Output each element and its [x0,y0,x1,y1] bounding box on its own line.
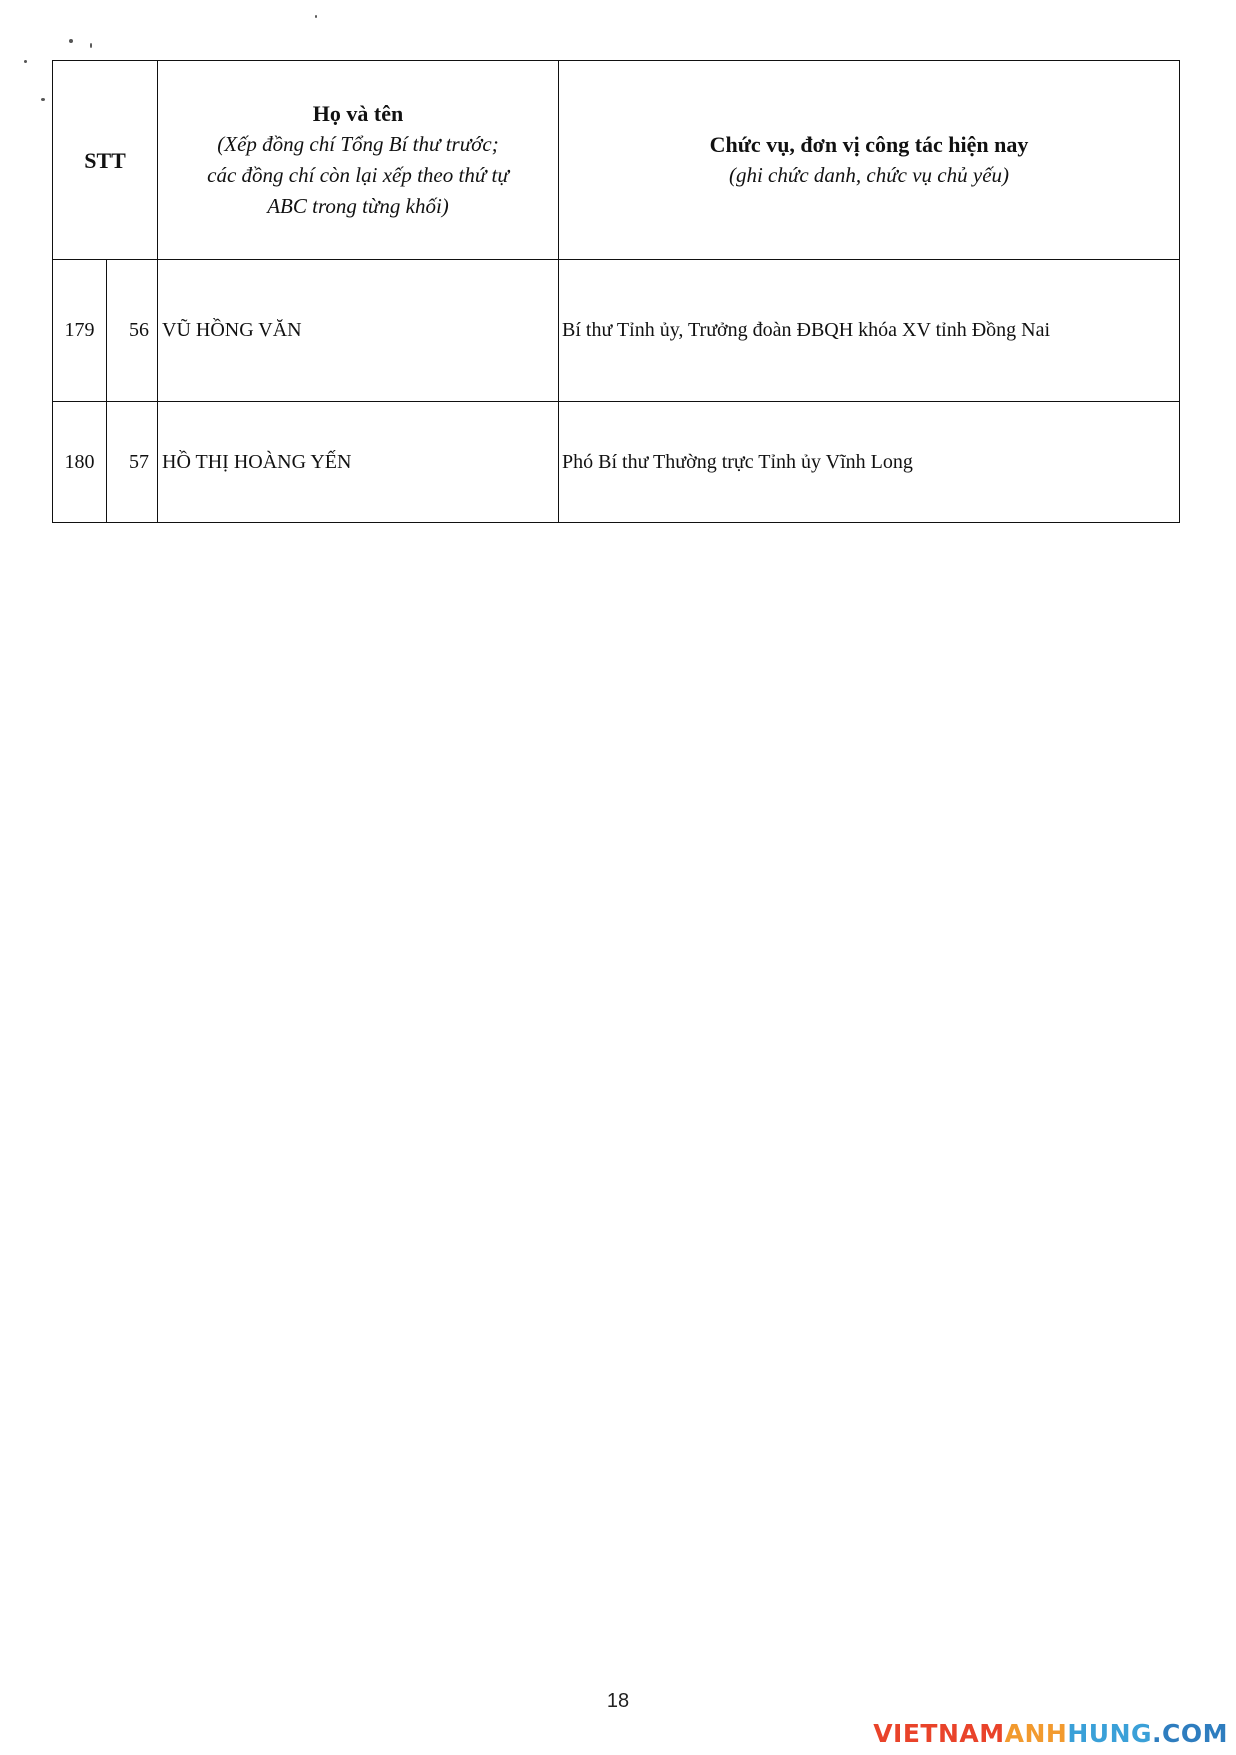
scan-speck [90,43,92,48]
header-name-note-line: các đồng chí còn lại xếp theo thứ tự [207,163,509,187]
table-header-row [53,61,1180,260]
row-position: Phó Bí thư Thường trực Tỉnh ủy Vĩnh Long [559,402,1180,523]
header-name-title: Họ và tên [312,101,404,126]
header-position [559,61,1180,260]
scan-speck [24,60,27,63]
table-row [53,260,1180,402]
page-number: 18 [606,1690,630,1712]
watermark-part: HUNG [1067,1719,1153,1748]
member-list-table [52,60,1180,523]
scan-speck [41,98,45,101]
header-name-note-line: (Xếp đồng chí Tổng Bí thư trước; [217,132,499,156]
header-stt [53,61,158,260]
row-stt: 180 [53,402,107,523]
site-watermark [873,1719,1228,1748]
watermark-part: ANH [1004,1719,1068,1748]
scan-speck [315,15,317,18]
header-position-note: (ghi chức danh, chức vụ chủ yếu) [728,163,1010,187]
row-position: Bí thư Tỉnh ủy, Trưởng đoàn ĐBQH khóa XV tỉnh Đồng Nai [559,260,1180,402]
header-stt-label: STT [84,147,126,173]
header-name [158,61,559,260]
header-name-note-line: ABC trong từng khối) [267,194,449,218]
row-stt: 179 [53,260,107,402]
row-sub-stt: 57 [107,402,158,523]
table-row [53,402,1180,523]
watermark-part: VIETNAM [873,1719,1005,1748]
row-sub-stt: 56 [107,260,158,402]
watermark-part: .COM [1152,1719,1228,1748]
scan-speck [69,39,73,43]
row-name: VŨ HỒNG VĂN [158,260,559,402]
row-name: HỒ THỊ HOÀNG YẾN [158,402,559,523]
header-position-title: Chức vụ, đơn vị công tác hiện nay [709,132,1029,157]
